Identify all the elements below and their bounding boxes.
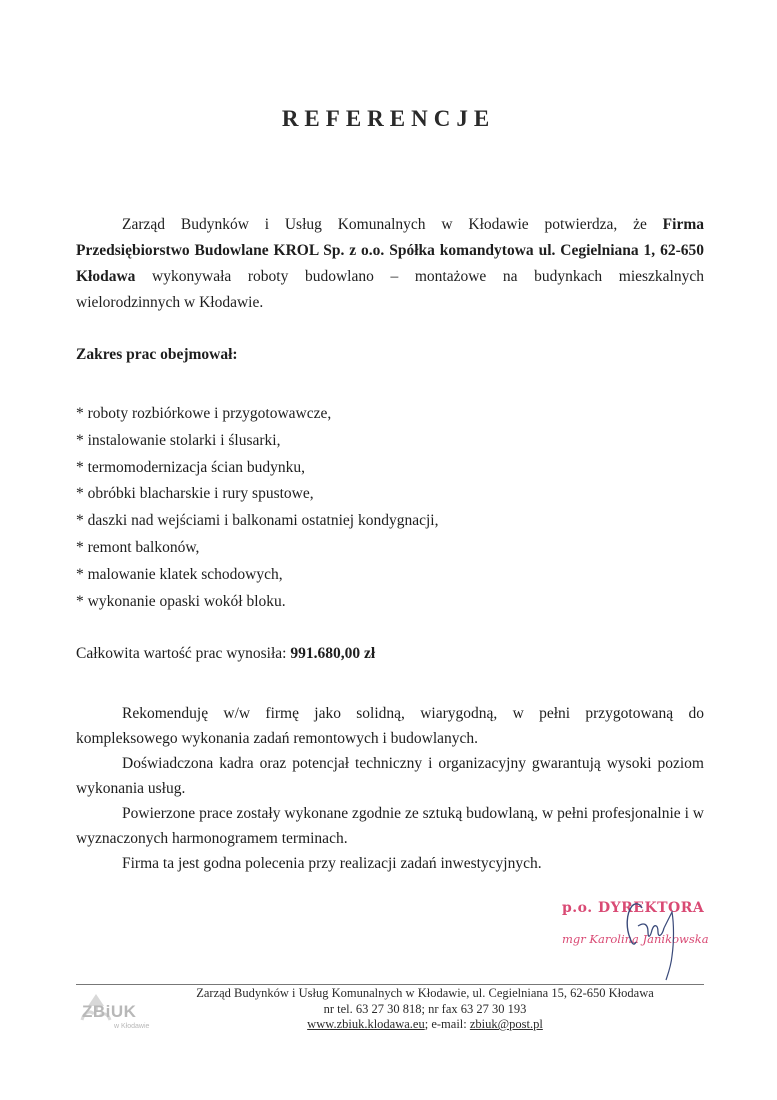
intro-lead: Zarząd Budynków i Usług Komunalnych w Kłodawie potwierdza, że (122, 216, 663, 233)
recommendation-paragraph: Rekomenduję w/w firmę jako solidną, wiarygodną, w pełni przygotowaną do kompleksowego wykonania zadań remontowych i budowlanych. (76, 705, 704, 747)
scope-item: * instalowanie stolarki i ślusarki, (76, 431, 281, 449)
footer-phone: nr tel. 63 27 30 818; nr fax 63 27 30 193 (323, 1001, 527, 1016)
scope-list (76, 401, 438, 615)
total-value-line (76, 645, 375, 663)
signature-stamp (552, 894, 732, 984)
website-link[interactable]: www.zbiuk.klodawa.eu (307, 1017, 425, 1031)
intro-paragraph (76, 212, 704, 316)
staff-paragraph: Doświadczona kadra oraz potencjał techniczny i organizacyjny gwarantują wysoki poziom wykonania usług. (76, 755, 704, 797)
signature-role: p.o. DYREKTORA (562, 900, 705, 916)
logo-text: ZBiUK (82, 1002, 137, 1021)
document-title: REFERENCJE (281, 106, 496, 131)
scope-heading: Zakres prac obejmował: (76, 346, 238, 363)
total-amount: 991.680,00 zł (290, 645, 376, 662)
scope-item: * remont balkonów, (76, 538, 200, 556)
company-name: Firma Przedsiębiorstwo Budowlane KROL Sp. z o.o. Spółka komandytowa ul. Cegielniana 1, 62-650 Kłodawa (76, 216, 704, 285)
email-link[interactable]: zbiuk@post.pl (469, 1017, 543, 1031)
scope-item: * termomodernizacja ścian budynku, (76, 458, 305, 476)
total-label: Całkowita wartość prac wynosiła: (76, 645, 291, 662)
footer-divider (76, 984, 704, 985)
footer-web-email (150, 1017, 700, 1033)
scope-item: * roboty rozbiórkowe i przygotowawcze, (76, 405, 332, 422)
closing-section (76, 701, 704, 876)
footer-contact (150, 986, 700, 1033)
quality-paragraph: Powierzone prace zostały wykonane zgodnie ze sztuką budowlaną, w pełni profesjonalnie i w wyznaczonych harmonogramem terminach. (76, 805, 704, 847)
scope-item: * obróbki blacharskie i rury spustowe, (76, 485, 314, 503)
logo-subtext: w Kłodawie (114, 1023, 150, 1030)
scope-item: * malowanie klatek schodowych, (76, 565, 283, 583)
email-label: ; e-mail: (424, 1017, 470, 1031)
intro-rest: wykonywała roboty budowlano – montażowe na budynkach mieszkalnych wielorodzinnych w Kłodawie. (76, 268, 704, 311)
conclusion-paragraph: Firma ta jest godna polecenia przy realizacji zadań inwestycyjnych. (122, 855, 542, 872)
footer-address: Zarząd Budynków i Usług Komunalnych w Kłodawie, ul. Cegielniana 15, 62-650 Kłodawa (196, 986, 654, 1000)
handwritten-signature (592, 894, 702, 984)
scope-item: * daszki nad wejściami i balkonami ostatniej kondygnacji, (76, 512, 439, 530)
scope-item: * wykonanie opaski wokół bloku. (76, 592, 286, 610)
signature-name: mgr Karolina Janikowska (562, 932, 709, 946)
